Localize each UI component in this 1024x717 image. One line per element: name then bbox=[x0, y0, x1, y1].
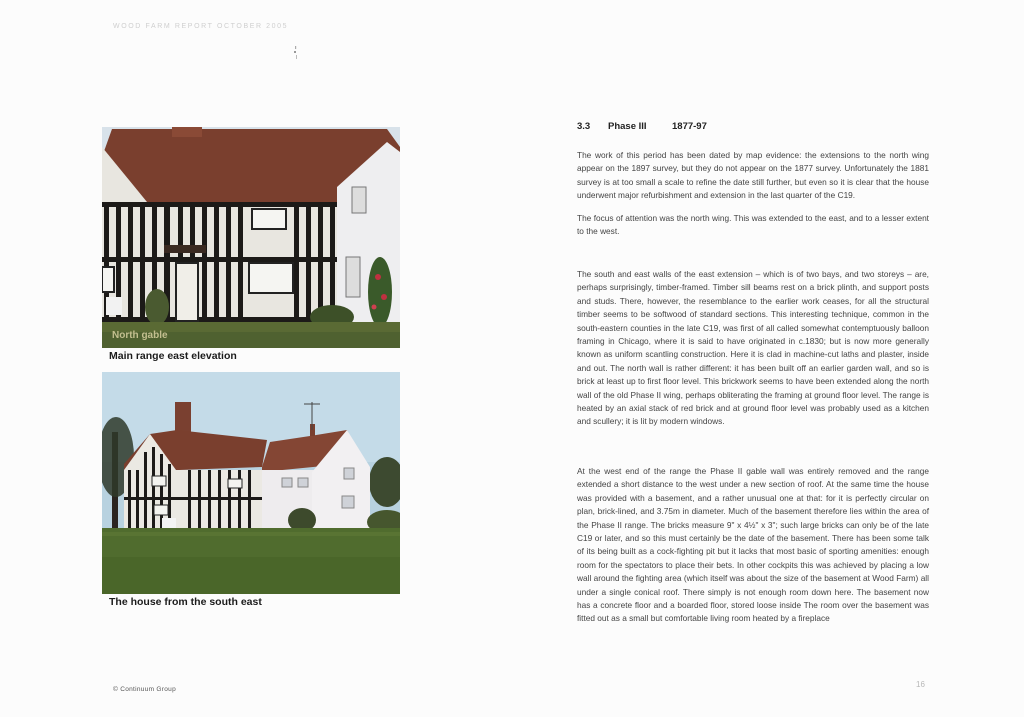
section-heading bbox=[577, 121, 707, 132]
photo-overlay-label: North gable bbox=[112, 330, 168, 341]
photo-main-range-east-elevation bbox=[102, 127, 400, 348]
section-number: 3.3 bbox=[577, 121, 591, 132]
photo-house-south-east bbox=[102, 372, 400, 594]
running-header: WOOD FARM REPORT OCTOBER 2005 bbox=[113, 23, 289, 30]
body-paragraph: The south and east walls of the east extension – which is of two bays, and two storeys – are, perhaps surprisingly, timber-framed. Timber sill beams rest on a brick plinth, and support posts and studs. There, however, the resemblance to the earlier work ceases, for all the structural timber seems to be softwood of standard sections. This interesting technique, common in the south-eastern counties in the late C19, was first of all called somewhat contemptuously balloon framing in Chicago, where it is said to have originated in c.1830; but is now more generally known as uniform scantling construction. Here it is clad in machine-cut laths and plaster, inside and out. The north wall is rather different: it has been built off an earlier garden wall, and so is brick at least up to first floor level. This brickwork seems to have been extended along the north wall of the old Phase II wing, perhaps obliterating the framing at ground floor level. The range is heated by an axial stack of red brick and at ground floor level was probably used as a kitchen and scullery; it is lit by modern windows. bbox=[577, 269, 929, 427]
footer-copyright: © Continuum Group bbox=[113, 686, 176, 693]
scan-mark bbox=[293, 46, 299, 62]
body-paragraph: The focus of attention was the north wing. This was extended to the east, and to a lesser extent to the west. bbox=[577, 213, 929, 237]
photo-caption: Main range east elevation bbox=[109, 350, 237, 362]
section-dates: 1877-97 bbox=[672, 121, 707, 132]
body-paragraph: The work of this period has been dated by map evidence: the extensions to the north wing appear on the 1897 survey, but they do not appear on the 1877 survey. Unfortunately the 1881 survey is at too small a scale to refine the date still further, but even so it is clear that the house underwent major refurbishment and extension in the last quarter of the C19. bbox=[577, 150, 929, 201]
body-paragraph: At the west end of the range the Phase II gable wall was entirely removed and the range extended a short distance to the west under a new section of roof. At the same time the house was provided with a basement, and a rather unusual one at that: for it is perfectly circular on plan, brick-lined, and 3.75m in diameter. Much of the basement therefore lies within the area of the Phase II range. The bricks measure 9" x 4½" x 3"; such large bricks can only be of the late C19 or later, and so this must certainly be the date of the basement. There has been some talk of its being built as a cock-fighting pit but it lacks that most basic of sporting amenities: enough room for the spectators to place their bets. In other cockpits this was achieved by placing a low wall around the fighting area (which itself was about the size of the basement at Wood Farm) all under a single conical roof. There simply is not enough room down here. The basement now has a concrete floor and a boarded floor, stored loose inside The room over the basement was fitted out as a small but comfortable living room heated by a fireplace bbox=[577, 466, 929, 624]
page-number: 16 bbox=[916, 680, 925, 689]
section-title: Phase III bbox=[608, 121, 647, 132]
photo-caption: The house from the south east bbox=[109, 596, 262, 608]
